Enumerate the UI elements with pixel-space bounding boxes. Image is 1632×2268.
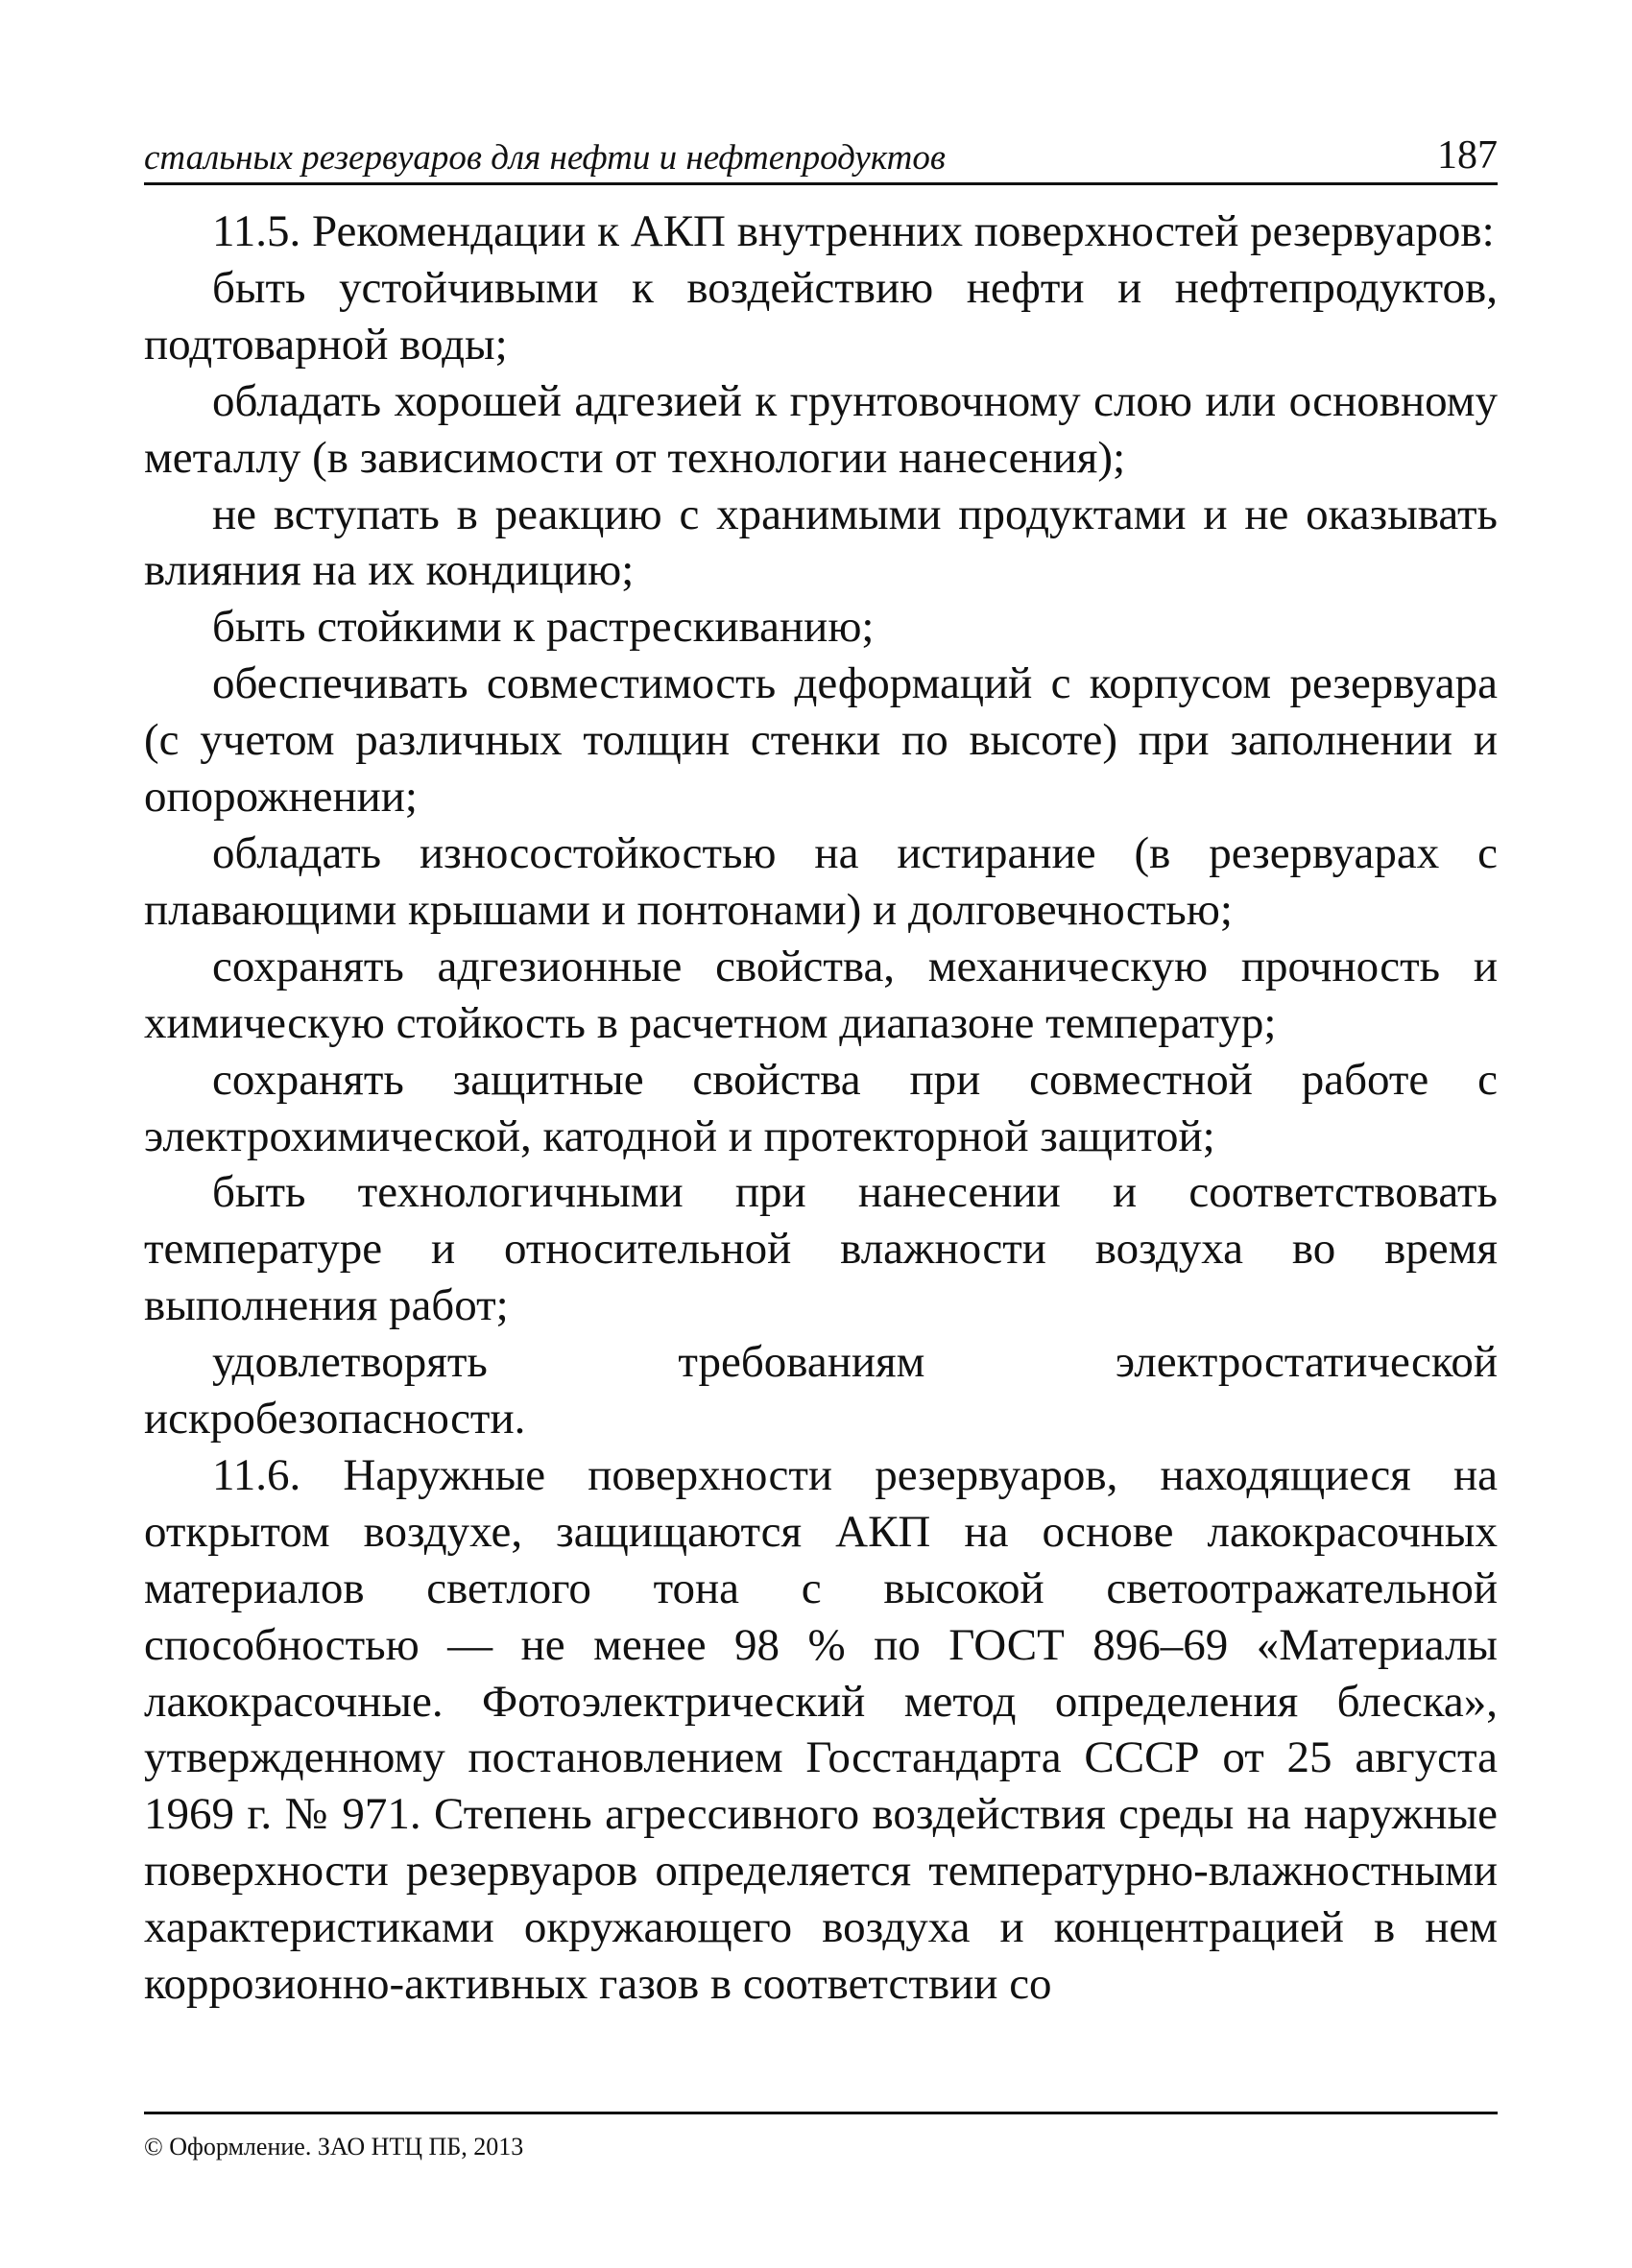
requirement-item: быть устойчивыми к воздействию нефти и нефтепродуктов, подтоварной воды; [144, 262, 1498, 370]
running-title: стальных резервуаров для нефти и нефтепродуктов [144, 138, 946, 178]
requirement-item: обладать хорошей адгезией к грунтовочному слою или основному металлу (в зависимости от технологии нанесения); [144, 375, 1498, 483]
copyright-notice: © Оформление. ЗАО НТЦ ПБ, 2013 [144, 2133, 524, 2161]
requirement-item: сохранять адгезионные свойства, механическую прочность и химическую стойкость в расчетном диапазоне температур; [144, 941, 1498, 1048]
page-number: 187 [1437, 133, 1498, 178]
requirement-item: обладать износостойкостью на истирание (в резервуарах с плавающими крышами и понтонами) и долговечностью; [144, 827, 1498, 935]
requirement-item: сохранять защитные свойства при совместной работе с электрохимической, катодной и протекторной защитой; [144, 1054, 1498, 1161]
footer-rule [144, 2112, 1498, 2114]
requirement-item: не вступать в реакцию с хранимыми продуктами и не оказывать влияния на их кондицию; [144, 489, 1498, 596]
body-text [144, 203, 1498, 2013]
requirement-item: удовлетворять требованиям электростатической искробезопасности. [144, 1337, 1498, 1444]
requirement-item: обеспечивать совместимость деформаций с корпусом резервуара (с учетом различных толщин стенки по высоте) при заполнении и опорожнении; [144, 658, 1498, 823]
section-11-6-paragraph: 11.6. Наружные поверхности резервуаров, находящиеся на открытом воздухе, защищаются АКП на основе лакокрасочных материалов светлого тона с высокой светоотражательной способностью — не менее 98 % по ГОСТ 896–69 «Материалы лакокрасочные. Фотоэлектрический метод определения блеска», утвержденному постановлением Госстандарта СССР от 25 августа 1969 г. № 971. Степень агрессивного воздействия среды на наружные поверхности резервуаров определяется температурно-влажностными характеристиками окружающего воздуха и концентрацией в нем коррозионно-активных газов в соответствии со [144, 1449, 1498, 2010]
running-header [144, 123, 1498, 185]
requirement-item: быть технологичными при нанесении и соответствовать температуре и относительной влажности воздуха во время выполнения работ; [144, 1167, 1498, 1331]
requirement-item: быть стойкими к растрескиванию; [212, 602, 875, 653]
section-11-5-heading-paragraph: 11.5. Рекомендации к АКП внутренних поверхностей резервуаров: [212, 206, 1495, 256]
